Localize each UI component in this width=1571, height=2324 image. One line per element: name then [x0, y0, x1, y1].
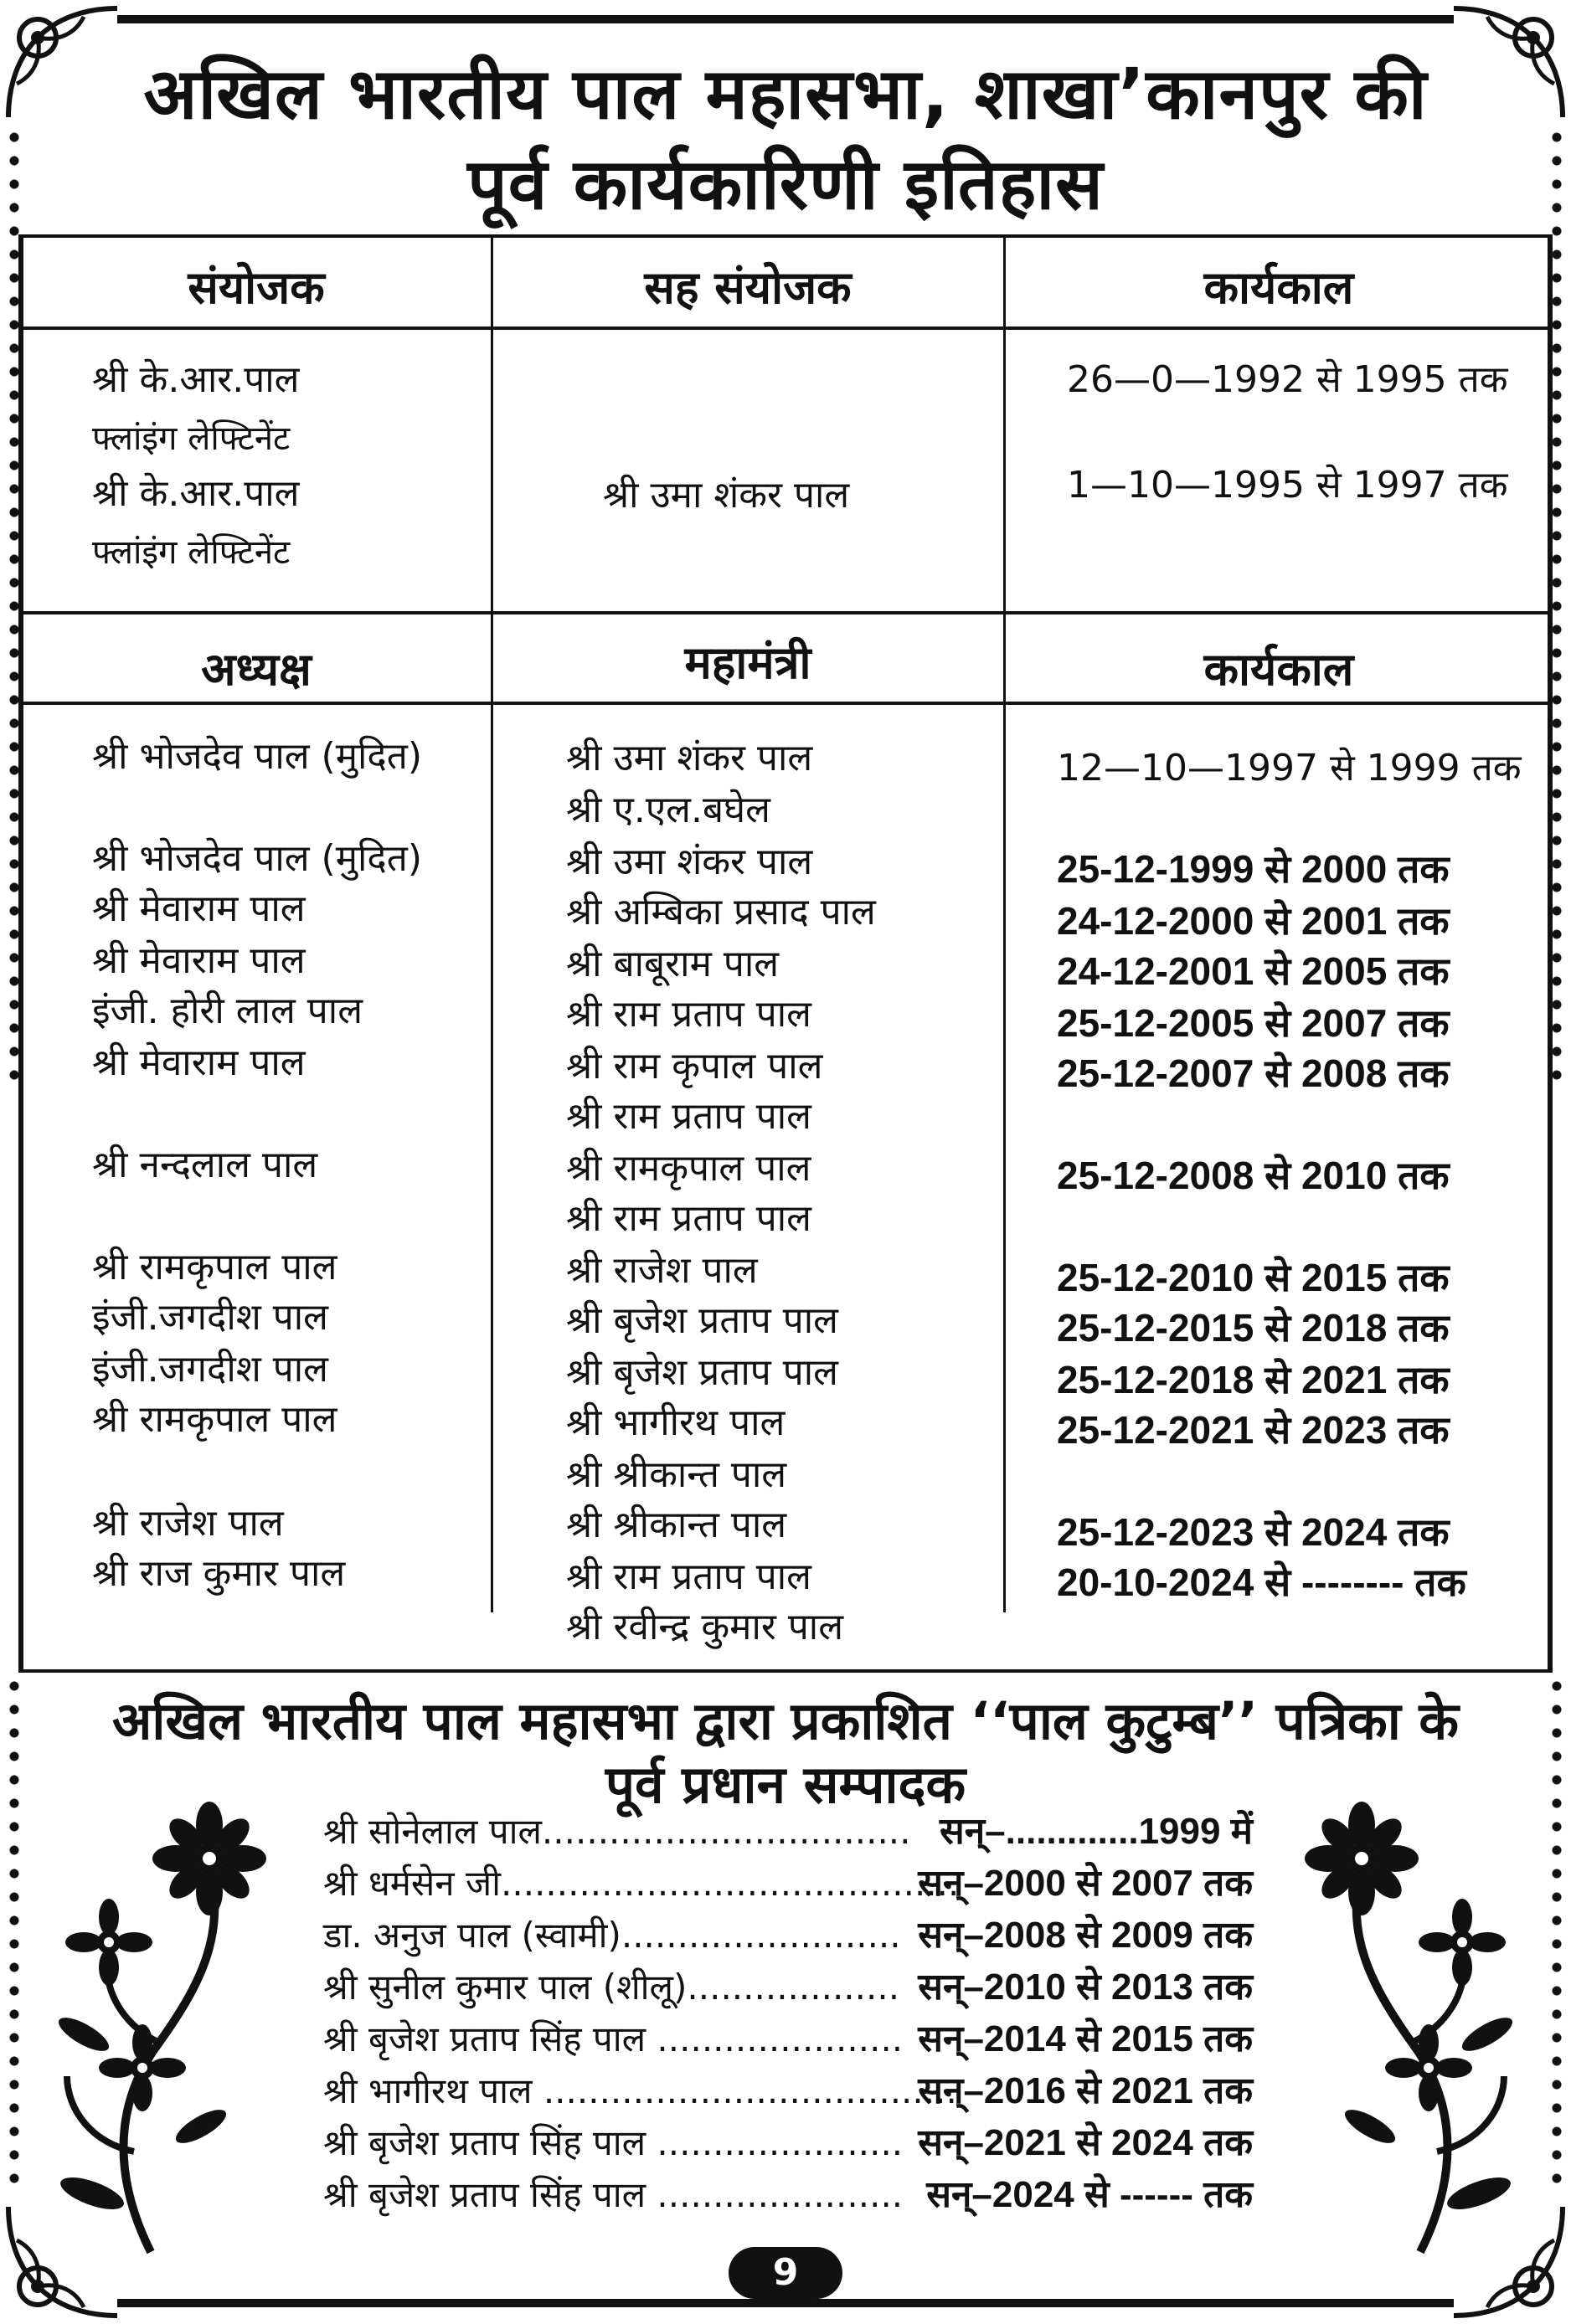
president-name: श्री रामकृपाल पाल: [92, 1398, 337, 1441]
secretary-name: श्री राम प्रताप पाल: [566, 1555, 811, 1598]
president-name: इंजी.जगदीश पाल: [92, 1296, 328, 1339]
co-convener-name: श्री उमा शंकर पाल: [603, 474, 850, 517]
header-term: कार्यकाल: [1203, 261, 1354, 314]
editor-period: सन्–.............1999 में: [940, 1811, 1253, 1852]
president-name: श्री भोजदेव पाल (मुदित): [92, 837, 423, 880]
secretary-name: श्री भागीरथ पाल: [566, 1401, 786, 1444]
secretary-name: श्री रवीन्द्र कुमार पाल: [566, 1606, 844, 1648]
secretary-name: श्री श्रीकान्त पाल: [566, 1504, 787, 1546]
term-value: 25-12-2021 से 2023 तक: [1057, 1408, 1450, 1452]
divider: [18, 611, 1553, 614]
convener-rank: फ्लांइंग लेफ्टिनेंट: [92, 533, 291, 572]
editor-name: श्री बृजेश प्रताप सिंह पाल ......................: [323, 2174, 904, 2215]
convener-name: श्री के.आर.पाल: [92, 472, 300, 515]
president-name: श्री मेवाराम पाल: [92, 887, 306, 930]
president-name: इंजी. होरी लाल पाल: [92, 990, 363, 1032]
title-line-2: पूर्व कार्यकारिणी इतिहास: [467, 143, 1104, 225]
convener-rank: फ्लांइंग लेफ्टिनेंट: [92, 419, 291, 458]
editor-name: श्री बृजेश प्रताप सिंह पाल ......................: [323, 2018, 904, 2059]
editor-period: सन्–2024 से ------ तक: [926, 2174, 1253, 2215]
editor-period: सन्–2021 से 2024 तक: [918, 2122, 1253, 2163]
secretary-name: श्री ए.एल.बघेल: [566, 789, 770, 831]
divider: [18, 234, 1553, 238]
president-name: श्री नन्दलाल पाल: [92, 1144, 318, 1186]
term-value: 25-12-2018 से 2021 तक: [1057, 1358, 1450, 1401]
president-name: श्री राज कुमार पाल: [92, 1552, 346, 1595]
secretary-name: श्री रामकृपाल पाल: [566, 1147, 811, 1190]
flower-ornament-icon: [1286, 1792, 1538, 2260]
term-value: 24-12-2001 से 2005 तक: [1057, 949, 1450, 993]
editors-title-line-2: पूर्व प्रधान सम्पादक: [605, 1754, 966, 1815]
editor-name: श्री सोनेलाल पाल.................................: [323, 1811, 911, 1852]
secretary-name: श्री अम्बिका प्रसाद पाल: [566, 891, 876, 933]
top-border: [117, 15, 1454, 23]
editor-name: डा. अनुज पाल (स्वामी).........................: [323, 1915, 901, 1956]
column-divider: [491, 236, 493, 1612]
term-value: 25-12-2023 से 2024 तक: [1057, 1510, 1450, 1554]
secretary-name: श्री उमा शंकर पाल: [566, 841, 813, 883]
term-value: 25-12-2007 से 2008 तक: [1057, 1051, 1450, 1095]
term-value: 25-12-2005 से 2007 तक: [1057, 1001, 1450, 1045]
convener-name: श्री के.आर.पाल: [92, 358, 300, 401]
secretary-name: श्री बाबूराम पाल: [566, 943, 780, 985]
term-value: 24-12-2000 से 2001 तक: [1057, 899, 1450, 943]
editor-name: श्री धर्मसेन जी.........................................: [323, 1863, 960, 1904]
secretary-name: श्री राम प्रताप पाल: [566, 1197, 811, 1240]
president-name: श्री राजेश पाल: [92, 1502, 284, 1545]
term-value: 25-12-2015 से 2018 तक: [1057, 1306, 1450, 1350]
term-value: 12—10—1997 से 1999 तक: [1057, 747, 1522, 789]
term-value: 1—10—1995 से 1997 तक: [1067, 464, 1508, 506]
secretary-name: श्री श्रीकान्त पाल: [566, 1453, 787, 1496]
header-co-convener: सह संयोजक: [644, 261, 852, 314]
president-name: श्री भोजदेव पाल (मुदित): [92, 735, 423, 778]
column-divider: [1003, 236, 1006, 1612]
header-convener: संयोजक: [188, 261, 325, 314]
header-general-secretary: महामंत्री: [684, 636, 811, 689]
page-title: [100, 49, 1471, 229]
term-value: 25-12-1999 से 2000 तक: [1057, 847, 1450, 891]
title-line-1: अखिल भारतीय पाल महासभा, शाखा’कानपुर की: [143, 53, 1428, 135]
editor-name: श्री सुनील कुमार पाल (शीलू)...................: [323, 1967, 900, 2008]
editor-name: श्री भागीरथ पाल .....................................: [323, 2070, 957, 2111]
page-number: 9: [729, 2247, 842, 2299]
editor-period: सन्–2016 से 2021 तक: [918, 2070, 1253, 2111]
president-name: श्री मेवाराम पाल: [92, 939, 306, 982]
divider: [18, 1669, 1553, 1673]
term-value: 26—0—1992 से 1995 तक: [1067, 358, 1508, 401]
president-name: श्री मेवाराम पाल: [92, 1041, 306, 1084]
left-dotted-border-lower: [8, 1674, 20, 2193]
secretary-name: श्री राजेश पाल: [566, 1249, 758, 1292]
divider: [18, 326, 1553, 330]
header-president: अध्यक्ष: [201, 643, 312, 696]
editor-period: सन्–2000 से 2007 तक: [918, 1863, 1253, 1904]
secretary-name: श्री राम कृपाल पाल: [566, 1045, 823, 1087]
term-value: 20-10-2024 से -------- तक: [1057, 1560, 1466, 1604]
bottom-border: [117, 2299, 1454, 2307]
editor-name: श्री बृजेश प्रताप सिंह पाल ......................: [323, 2122, 904, 2163]
editor-period: सन्–2008 से 2009 तक: [918, 1915, 1253, 1956]
president-name: इंजी.जगदीश पाल: [92, 1348, 328, 1391]
divider: [18, 702, 1553, 705]
secretary-name: श्री राम प्रताप पाल: [566, 1095, 811, 1138]
term-value: 25-12-2008 से 2010 तक: [1057, 1154, 1450, 1197]
president-name: श्री रामकृपाल पाल: [92, 1246, 337, 1288]
right-dotted-border-lower: [1551, 1674, 1563, 2193]
secretary-name: श्री बृजेश प्रताप पाल: [566, 1351, 838, 1394]
flower-ornament-icon: [33, 1792, 285, 2260]
editor-period: सन्–2010 से 2013 तक: [918, 1967, 1253, 2008]
secretary-name: श्री बृजेश प्रताप पाल: [566, 1299, 838, 1342]
term-value: 25-12-2010 से 2015 तक: [1057, 1256, 1450, 1299]
secretary-name: श्री राम प्रताप पाल: [566, 993, 811, 1036]
right-dotted-border: [1551, 126, 1563, 1080]
editor-period: सन्–2014 से 2015 तक: [918, 2018, 1253, 2059]
secretary-name: श्री उमा शंकर पाल: [566, 737, 813, 779]
header-term: कार्यकाल: [1203, 643, 1354, 696]
editors-title-line-1: अखिल भारतीय पाल महासभा द्वारा प्रकाशित ‘‘पाल कुटुम्ब’’ पत्रिका के: [111, 1690, 1460, 1751]
